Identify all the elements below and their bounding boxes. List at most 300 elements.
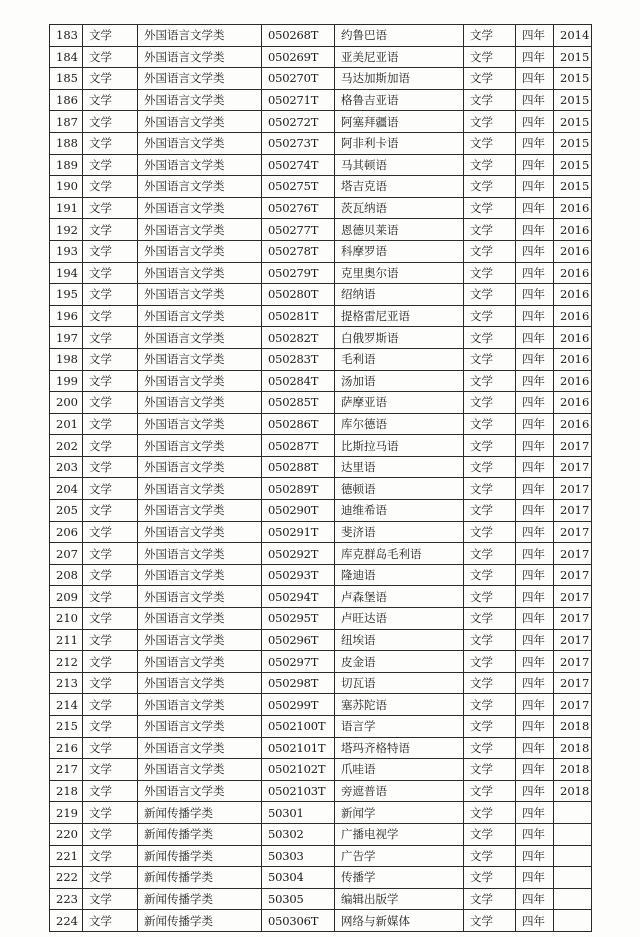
- major-code-cell: 050279T: [262, 262, 335, 284]
- table-row: [50, 780, 592, 802]
- major-code-cell: 050282T: [262, 327, 335, 349]
- row-number: 183: [50, 25, 83, 47]
- added-year-cell: 2016: [554, 305, 592, 327]
- major-name-cell: 科摩罗语: [335, 240, 464, 262]
- discipline-cell: 文学: [83, 327, 138, 349]
- major-code-cell: 050288T: [262, 456, 335, 478]
- major-class-cell: 外国语言文学类: [138, 392, 262, 414]
- row-number: 206: [50, 521, 83, 543]
- table-row: [50, 823, 592, 845]
- row-number: 196: [50, 305, 83, 327]
- row-number: 198: [50, 348, 83, 370]
- major-class-cell: 外国语言文学类: [138, 521, 262, 543]
- row-number: 222: [50, 867, 83, 889]
- major-code-cell: 50302: [262, 823, 335, 845]
- major-class-cell: 外国语言文学类: [138, 608, 262, 630]
- discipline-cell: 文学: [83, 392, 138, 414]
- major-code-cell: 0502103T: [262, 780, 335, 802]
- table-row: [50, 370, 592, 392]
- discipline-cell: 文学: [83, 435, 138, 457]
- major-class-cell: 外国语言文学类: [138, 197, 262, 219]
- discipline-cell: 文学: [83, 888, 138, 910]
- major-class-cell: 外国语言文学类: [138, 543, 262, 565]
- major-code-cell: 050284T: [262, 370, 335, 392]
- degree-cell: 文学: [464, 823, 516, 845]
- major-class-cell: 外国语言文学类: [138, 132, 262, 154]
- duration-cell: 四年: [516, 651, 554, 673]
- row-number: 205: [50, 500, 83, 522]
- duration-cell: 四年: [516, 154, 554, 176]
- discipline-cell: 文学: [83, 46, 138, 68]
- major-name-cell: 约鲁巴语: [335, 25, 464, 47]
- row-number: 216: [50, 737, 83, 759]
- major-name-cell: 卢旺达语: [335, 608, 464, 630]
- table-row: [50, 651, 592, 673]
- row-number: 185: [50, 68, 83, 90]
- added-year-cell: 2017: [554, 586, 592, 608]
- major-code-cell: 50303: [262, 845, 335, 867]
- major-code-cell: 050285T: [262, 392, 335, 414]
- row-number: 187: [50, 111, 83, 133]
- major-code-cell: 050298T: [262, 672, 335, 694]
- added-year-cell: 2017: [554, 608, 592, 630]
- degree-cell: 文学: [464, 845, 516, 867]
- added-year-cell: 2015: [554, 176, 592, 198]
- major-name-cell: 德顿语: [335, 478, 464, 500]
- table-row: [50, 737, 592, 759]
- duration-cell: 四年: [516, 197, 554, 219]
- duration-cell: 四年: [516, 25, 554, 47]
- major-code-cell: 050270T: [262, 68, 335, 90]
- added-year-cell: 2017: [554, 521, 592, 543]
- major-code-cell: 50304: [262, 867, 335, 889]
- table-row: [50, 327, 592, 349]
- row-number: 202: [50, 435, 83, 457]
- added-year-cell: 2017: [554, 500, 592, 522]
- major-name-cell: 编辑出版学: [335, 888, 464, 910]
- major-name-cell: 斐济语: [335, 521, 464, 543]
- duration-cell: 四年: [516, 284, 554, 306]
- duration-cell: 四年: [516, 823, 554, 845]
- discipline-cell: 文学: [83, 132, 138, 154]
- discipline-cell: 文学: [83, 219, 138, 241]
- row-number: 213: [50, 672, 83, 694]
- added-year-cell: 2015: [554, 111, 592, 133]
- degree-cell: 文学: [464, 867, 516, 889]
- duration-cell: 四年: [516, 392, 554, 414]
- major-code-cell: 050269T: [262, 46, 335, 68]
- major-name-cell: 纽埃语: [335, 629, 464, 651]
- major-class-cell: 外国语言文学类: [138, 68, 262, 90]
- major-code-cell: 050274T: [262, 154, 335, 176]
- major-class-cell: 外国语言文学类: [138, 240, 262, 262]
- table-row: [50, 46, 592, 68]
- duration-cell: 四年: [516, 802, 554, 824]
- discipline-cell: 文学: [83, 910, 138, 932]
- degree-cell: 文学: [464, 176, 516, 198]
- degree-cell: 文学: [464, 348, 516, 370]
- major-code-cell: 50301: [262, 802, 335, 824]
- duration-cell: 四年: [516, 89, 554, 111]
- major-name-cell: 网络与新媒体: [335, 910, 464, 932]
- degree-cell: 文学: [464, 564, 516, 586]
- discipline-cell: 文学: [83, 284, 138, 306]
- table-row: [50, 197, 592, 219]
- degree-cell: 文学: [464, 759, 516, 781]
- row-number: 218: [50, 780, 83, 802]
- table-row: [50, 262, 592, 284]
- table-row: [50, 694, 592, 716]
- row-number: 220: [50, 823, 83, 845]
- major-class-cell: 外国语言文学类: [138, 348, 262, 370]
- degree-cell: 文学: [464, 154, 516, 176]
- added-year-cell: 2014: [554, 25, 592, 47]
- table-row: [50, 500, 592, 522]
- duration-cell: 四年: [516, 867, 554, 889]
- major-code-cell: 050299T: [262, 694, 335, 716]
- added-year-cell: 2018: [554, 716, 592, 738]
- major-name-cell: 广告学: [335, 845, 464, 867]
- major-class-cell: 新闻传播学类: [138, 888, 262, 910]
- added-year-cell: [554, 802, 592, 824]
- major-name-cell: 塔吉克语: [335, 176, 464, 198]
- row-number: 224: [50, 910, 83, 932]
- duration-cell: 四年: [516, 629, 554, 651]
- discipline-cell: 文学: [83, 348, 138, 370]
- discipline-cell: 文学: [83, 780, 138, 802]
- table-row: [50, 176, 592, 198]
- major-class-cell: 新闻传播学类: [138, 867, 262, 889]
- added-year-cell: 2017: [554, 629, 592, 651]
- major-name-cell: 库克群岛毛利语: [335, 543, 464, 565]
- major-catalog-table: [49, 24, 592, 932]
- row-number: 219: [50, 802, 83, 824]
- duration-cell: 四年: [516, 478, 554, 500]
- degree-cell: 文学: [464, 780, 516, 802]
- major-name-cell: 达里语: [335, 456, 464, 478]
- major-class-cell: 外国语言文学类: [138, 500, 262, 522]
- discipline-cell: 文学: [83, 867, 138, 889]
- row-number: 211: [50, 629, 83, 651]
- major-class-cell: 外国语言文学类: [138, 176, 262, 198]
- major-class-cell: 外国语言文学类: [138, 25, 262, 47]
- added-year-cell: [554, 888, 592, 910]
- row-number: 223: [50, 888, 83, 910]
- major-class-cell: 外国语言文学类: [138, 672, 262, 694]
- row-number: 199: [50, 370, 83, 392]
- discipline-cell: 文学: [83, 564, 138, 586]
- duration-cell: 四年: [516, 737, 554, 759]
- degree-cell: 文学: [464, 608, 516, 630]
- duration-cell: 四年: [516, 845, 554, 867]
- duration-cell: 四年: [516, 586, 554, 608]
- major-name-cell: 比斯拉马语: [335, 435, 464, 457]
- major-name-cell: 卢森堡语: [335, 586, 464, 608]
- degree-cell: 文学: [464, 305, 516, 327]
- degree-cell: 文学: [464, 284, 516, 306]
- major-code-cell: 0502101T: [262, 737, 335, 759]
- major-code-cell: 050280T: [262, 284, 335, 306]
- added-year-cell: 2018: [554, 780, 592, 802]
- discipline-cell: 文学: [83, 651, 138, 673]
- major-class-cell: 外国语言文学类: [138, 694, 262, 716]
- row-number: 200: [50, 392, 83, 414]
- major-code-cell: 0502100T: [262, 716, 335, 738]
- discipline-cell: 文学: [83, 89, 138, 111]
- major-class-cell: 外国语言文学类: [138, 737, 262, 759]
- discipline-cell: 文学: [83, 759, 138, 781]
- table-row: [50, 305, 592, 327]
- added-year-cell: 2017: [554, 435, 592, 457]
- degree-cell: 文学: [464, 327, 516, 349]
- duration-cell: 四年: [516, 780, 554, 802]
- degree-cell: 文学: [464, 802, 516, 824]
- degree-cell: 文学: [464, 737, 516, 759]
- row-number: 197: [50, 327, 83, 349]
- duration-cell: 四年: [516, 694, 554, 716]
- major-class-cell: 外国语言文学类: [138, 284, 262, 306]
- added-year-cell: 2016: [554, 327, 592, 349]
- major-name-cell: 爪哇语: [335, 759, 464, 781]
- table-row: [50, 759, 592, 781]
- major-code-cell: 050272T: [262, 111, 335, 133]
- major-class-cell: 外国语言文学类: [138, 629, 262, 651]
- duration-cell: 四年: [516, 435, 554, 457]
- discipline-cell: 文学: [83, 629, 138, 651]
- major-name-cell: 切瓦语: [335, 672, 464, 694]
- duration-cell: 四年: [516, 500, 554, 522]
- table-row: [50, 716, 592, 738]
- major-code-cell: 050277T: [262, 219, 335, 241]
- major-class-cell: 外国语言文学类: [138, 478, 262, 500]
- major-class-cell: 外国语言文学类: [138, 780, 262, 802]
- discipline-cell: 文学: [83, 608, 138, 630]
- major-name-cell: 提格雷尼亚语: [335, 305, 464, 327]
- discipline-cell: 文学: [83, 111, 138, 133]
- degree-cell: 文学: [464, 197, 516, 219]
- row-number: 221: [50, 845, 83, 867]
- degree-cell: 文学: [464, 435, 516, 457]
- table-row: [50, 910, 592, 932]
- major-class-cell: 外国语言文学类: [138, 651, 262, 673]
- discipline-cell: 文学: [83, 478, 138, 500]
- row-number: 189: [50, 154, 83, 176]
- added-year-cell: 2017: [554, 672, 592, 694]
- row-number: 217: [50, 759, 83, 781]
- duration-cell: 四年: [516, 456, 554, 478]
- row-number: 193: [50, 240, 83, 262]
- table-row: [50, 586, 592, 608]
- major-code-cell: 0502102T: [262, 759, 335, 781]
- duration-cell: 四年: [516, 132, 554, 154]
- table-row: [50, 25, 592, 47]
- major-class-cell: 外国语言文学类: [138, 716, 262, 738]
- degree-cell: 文学: [464, 910, 516, 932]
- duration-cell: 四年: [516, 68, 554, 90]
- duration-cell: 四年: [516, 521, 554, 543]
- major-name-cell: 隆迪语: [335, 564, 464, 586]
- table-row: [50, 802, 592, 824]
- discipline-cell: 文学: [83, 694, 138, 716]
- degree-cell: 文学: [464, 25, 516, 47]
- major-class-cell: 新闻传播学类: [138, 845, 262, 867]
- table-body: [50, 25, 592, 932]
- discipline-cell: 文学: [83, 197, 138, 219]
- discipline-cell: 文学: [83, 456, 138, 478]
- row-number: 207: [50, 543, 83, 565]
- added-year-cell: 2016: [554, 392, 592, 414]
- added-year-cell: 2016: [554, 197, 592, 219]
- discipline-cell: 文学: [83, 154, 138, 176]
- added-year-cell: 2015: [554, 46, 592, 68]
- major-code-cell: 050281T: [262, 305, 335, 327]
- major-name-cell: 广播电视学: [335, 823, 464, 845]
- degree-cell: 文学: [464, 132, 516, 154]
- duration-cell: 四年: [516, 759, 554, 781]
- added-year-cell: [554, 823, 592, 845]
- discipline-cell: 文学: [83, 68, 138, 90]
- added-year-cell: 2016: [554, 370, 592, 392]
- discipline-cell: 文学: [83, 672, 138, 694]
- added-year-cell: [554, 910, 592, 932]
- added-year-cell: [554, 845, 592, 867]
- major-class-cell: 新闻传播学类: [138, 910, 262, 932]
- major-name-cell: 阿塞拜疆语: [335, 111, 464, 133]
- major-name-cell: 库尔德语: [335, 413, 464, 435]
- duration-cell: 四年: [516, 111, 554, 133]
- major-class-cell: 新闻传播学类: [138, 802, 262, 824]
- added-year-cell: 2015: [554, 68, 592, 90]
- major-name-cell: 绍纳语: [335, 284, 464, 306]
- table-row: [50, 845, 592, 867]
- table-row: [50, 284, 592, 306]
- degree-cell: 文学: [464, 392, 516, 414]
- table-row: [50, 478, 592, 500]
- duration-cell: 四年: [516, 672, 554, 694]
- major-code-cell: 050295T: [262, 608, 335, 630]
- added-year-cell: 2016: [554, 284, 592, 306]
- major-code-cell: 050306T: [262, 910, 335, 932]
- row-number: 190: [50, 176, 83, 198]
- duration-cell: 四年: [516, 413, 554, 435]
- degree-cell: 文学: [464, 888, 516, 910]
- duration-cell: 四年: [516, 240, 554, 262]
- discipline-cell: 文学: [83, 845, 138, 867]
- table-row: [50, 154, 592, 176]
- major-code-cell: 050292T: [262, 543, 335, 565]
- major-code-cell: 050286T: [262, 413, 335, 435]
- discipline-cell: 文学: [83, 823, 138, 845]
- duration-cell: 四年: [516, 564, 554, 586]
- row-number: 191: [50, 197, 83, 219]
- major-name-cell: 茨瓦纳语: [335, 197, 464, 219]
- table-row: [50, 240, 592, 262]
- row-number: 192: [50, 219, 83, 241]
- major-class-cell: 外国语言文学类: [138, 564, 262, 586]
- added-year-cell: 2017: [554, 564, 592, 586]
- row-number: 194: [50, 262, 83, 284]
- added-year-cell: 2016: [554, 413, 592, 435]
- discipline-cell: 文学: [83, 716, 138, 738]
- major-code-cell: 050289T: [262, 478, 335, 500]
- discipline-cell: 文学: [83, 586, 138, 608]
- table-row: [50, 111, 592, 133]
- major-name-cell: 萨摩亚语: [335, 392, 464, 414]
- discipline-cell: 文学: [83, 176, 138, 198]
- major-name-cell: 毛利语: [335, 348, 464, 370]
- table-row: [50, 564, 592, 586]
- major-class-cell: 外国语言文学类: [138, 456, 262, 478]
- added-year-cell: 2016: [554, 219, 592, 241]
- major-name-cell: 传播学: [335, 867, 464, 889]
- major-name-cell: 语言学: [335, 716, 464, 738]
- row-number: 201: [50, 413, 83, 435]
- major-code-cell: 050271T: [262, 89, 335, 111]
- duration-cell: 四年: [516, 370, 554, 392]
- major-class-cell: 外国语言文学类: [138, 305, 262, 327]
- row-number: 184: [50, 46, 83, 68]
- degree-cell: 文学: [464, 68, 516, 90]
- major-name-cell: 阿非利卡语: [335, 132, 464, 154]
- added-year-cell: 2017: [554, 543, 592, 565]
- added-year-cell: 2015: [554, 132, 592, 154]
- major-code-cell: 050278T: [262, 240, 335, 262]
- major-code-cell: 050268T: [262, 25, 335, 47]
- discipline-cell: 文学: [83, 802, 138, 824]
- added-year-cell: 2017: [554, 456, 592, 478]
- duration-cell: 四年: [516, 888, 554, 910]
- table-row: [50, 392, 592, 414]
- added-year-cell: 2017: [554, 694, 592, 716]
- duration-cell: 四年: [516, 327, 554, 349]
- table-row: [50, 456, 592, 478]
- discipline-cell: 文学: [83, 500, 138, 522]
- degree-cell: 文学: [464, 111, 516, 133]
- major-class-cell: 外国语言文学类: [138, 111, 262, 133]
- table-row: [50, 888, 592, 910]
- added-year-cell: 2016: [554, 348, 592, 370]
- major-code-cell: 050290T: [262, 500, 335, 522]
- duration-cell: 四年: [516, 176, 554, 198]
- row-number: 188: [50, 132, 83, 154]
- discipline-cell: 文学: [83, 262, 138, 284]
- duration-cell: 四年: [516, 348, 554, 370]
- degree-cell: 文学: [464, 586, 516, 608]
- major-code-cell: 050291T: [262, 521, 335, 543]
- duration-cell: 四年: [516, 262, 554, 284]
- discipline-cell: 文学: [83, 737, 138, 759]
- major-class-cell: 外国语言文学类: [138, 219, 262, 241]
- degree-cell: 文学: [464, 694, 516, 716]
- added-year-cell: 2016: [554, 262, 592, 284]
- major-name-cell: 迪维希语: [335, 500, 464, 522]
- added-year-cell: 2017: [554, 651, 592, 673]
- major-name-cell: 新闻学: [335, 802, 464, 824]
- table-row: [50, 68, 592, 90]
- table-row: [50, 413, 592, 435]
- major-class-cell: 外国语言文学类: [138, 435, 262, 457]
- row-number: 215: [50, 716, 83, 738]
- degree-cell: 文学: [464, 262, 516, 284]
- major-code-cell: 50305: [262, 888, 335, 910]
- major-name-cell: 克里奥尔语: [335, 262, 464, 284]
- major-name-cell: 恩德贝莱语: [335, 219, 464, 241]
- table-row: [50, 629, 592, 651]
- table-row: [50, 132, 592, 154]
- major-name-cell: 亚美尼亚语: [335, 46, 464, 68]
- degree-cell: 文学: [464, 89, 516, 111]
- major-code-cell: 050297T: [262, 651, 335, 673]
